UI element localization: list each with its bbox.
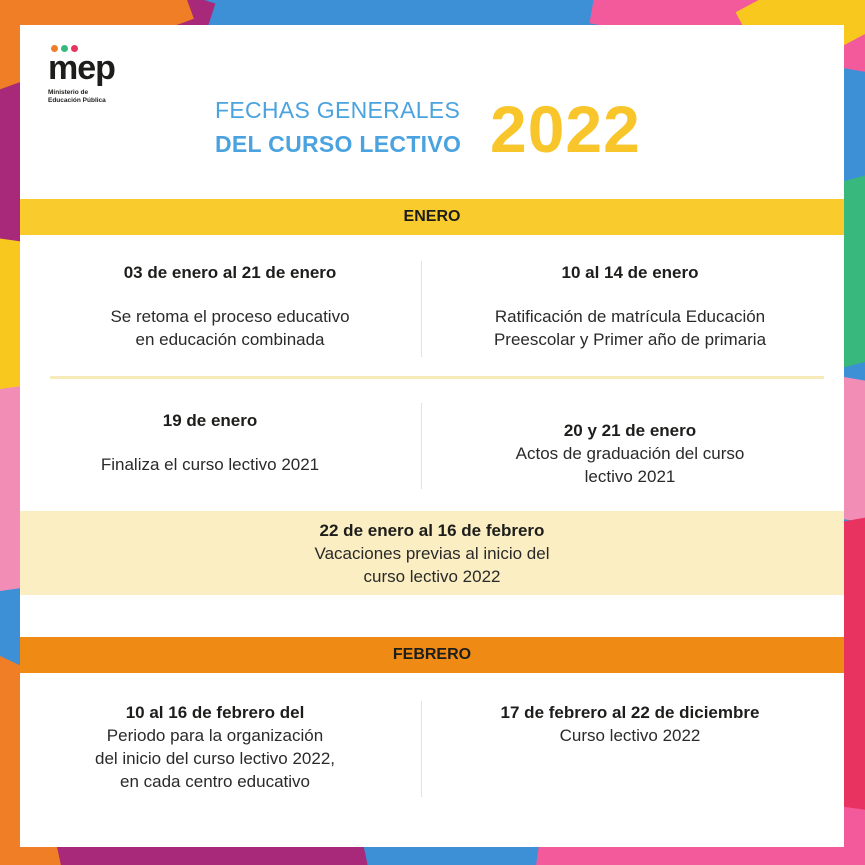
event-enero-5 [230, 519, 634, 588]
event-date: 17 de febrero al 22 de diciembre [500, 703, 760, 722]
event-date: 20 y 21 de enero [563, 421, 697, 440]
event-desc-line: Ratificación de matrícula Educación [494, 307, 766, 326]
page-title [215, 92, 685, 166]
event-desc-line: lectivo 2021 [584, 467, 676, 486]
column-divider [421, 261, 422, 357]
event-desc-line: en educación combinada [135, 330, 325, 349]
event-desc-line: Finaliza el curso lectivo 2021 [100, 455, 320, 474]
event-desc-line: Curso lectivo 2022 [559, 726, 701, 745]
title-line2: DEL CURSO LECTIVO [215, 131, 462, 157]
event-desc-line: curso lectivo 2022 [363, 567, 501, 586]
column-divider [421, 701, 422, 797]
event-date: 22 de enero al 16 de febrero [319, 521, 545, 540]
event-date: 10 al 16 de febrero del [125, 703, 305, 722]
title-line1: FECHAS GENERALES [215, 97, 461, 123]
section-header-febrero: FEBRERO [20, 637, 844, 673]
event-desc-line: Vacaciones previas al inicio del [314, 544, 550, 563]
event-enero-3 [20, 409, 400, 476]
event-enero-1 [40, 261, 420, 351]
event-enero-4 [440, 419, 820, 488]
section-header-enero: ENERO [20, 199, 844, 235]
event-date: 03 de enero al 21 de enero [123, 263, 337, 282]
event-date: 19 de enero [162, 411, 258, 430]
event-enero-2 [440, 261, 820, 351]
logo-subtitle-line1: Ministerio de [48, 89, 89, 96]
event-desc-line: del inicio del curso lectivo 2022, [94, 749, 336, 768]
event-desc-line: Se retoma el proceso educativo [110, 307, 350, 326]
logo-mark [48, 45, 168, 87]
event-desc-line: Periodo para la organización [106, 726, 324, 745]
event-date: 10 al 14 de enero [561, 263, 699, 282]
column-divider [421, 403, 422, 489]
logo-subtitle-line2: Educación Pública [48, 97, 106, 104]
event-febrero-2 [440, 701, 820, 747]
logo-subtitle [48, 89, 168, 105]
calendar-card [20, 25, 844, 847]
row-divider [50, 376, 824, 379]
logo-word: mep [48, 49, 115, 87]
event-desc-line: Preescolar y Primer año de primaria [493, 330, 767, 349]
event-desc-line: Actos de graduación del curso [515, 444, 745, 463]
mep-logo [48, 45, 168, 105]
title-year: 2022 [490, 92, 641, 166]
event-febrero-1 [20, 701, 410, 793]
event-desc-line: en cada centro educativo [120, 772, 310, 791]
